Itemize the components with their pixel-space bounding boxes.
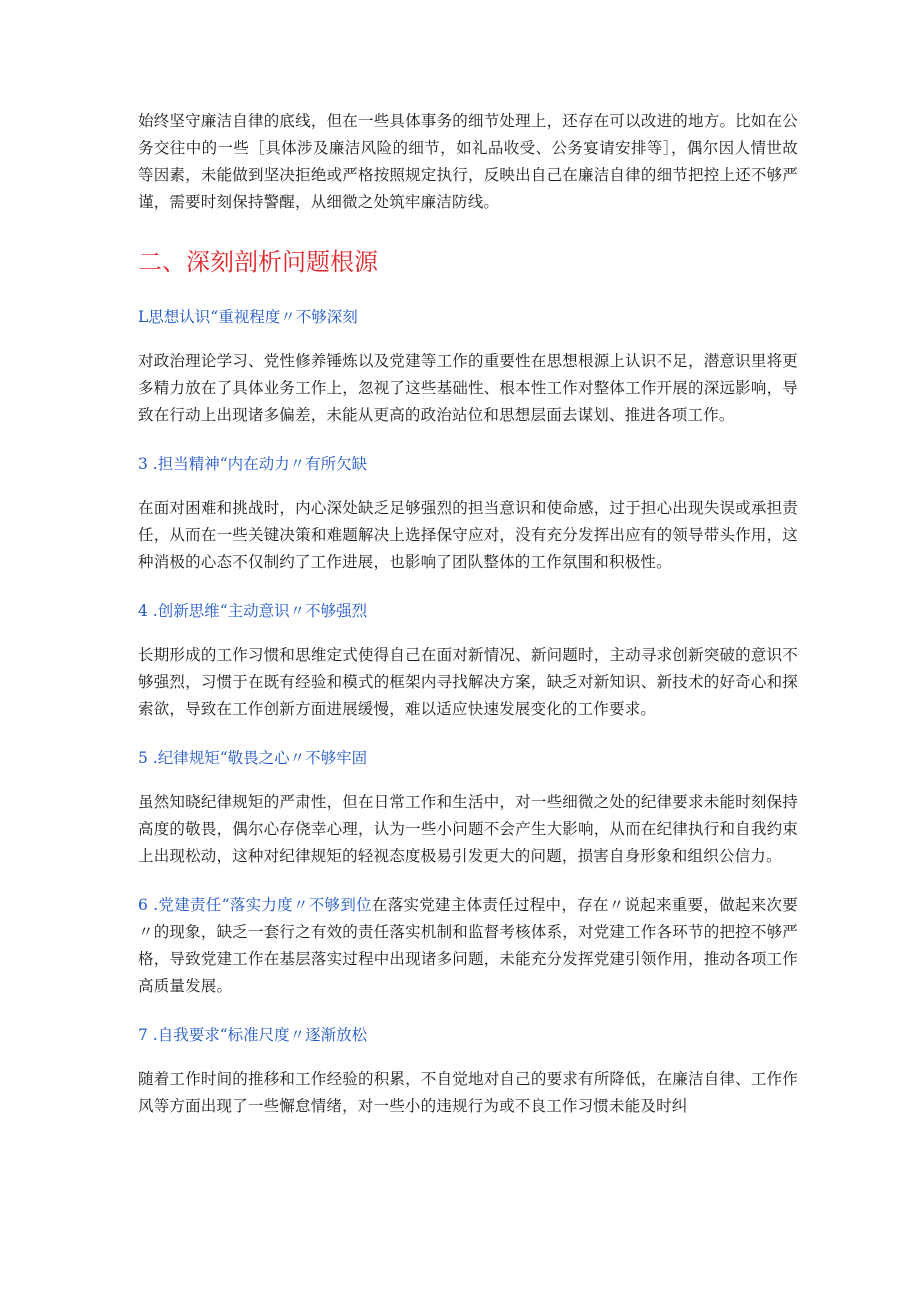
item-5-heading: 5 .纪律规矩“敬畏之心〃不够牢固 xyxy=(138,749,368,767)
item-3-body: 在面对困难和挑战时，内心深处缺乏足够强烈的担当意识和使命感，过于担心出现失误或承担责任，从而在一些关键决策和难题解决上选择保守应对，没有充分发挥出应有的领导带头作用，这种消极的心态不仅制约了工作进展，也影响了团队整体的工作氛围和积极性。 xyxy=(138,499,798,571)
item-7 xyxy=(138,1022,798,1120)
item-3 xyxy=(138,451,798,576)
item-6 xyxy=(138,892,798,1000)
item-4-heading: 4 .创新思维“主动意识〃不够强烈 xyxy=(138,602,368,620)
item-4-body: 长期形成的工作习惯和思维定式使得自己在面对新情况、新问题时，主动寻求创新突破的意识不够强烈，习惯于在既有经验和模式的框架内寻找解决方案，缺乏对新知识、新技术的好奇心和探索欲，导致在工作创新方面进展缓慢，难以适应快速发展变化的工作要求。 xyxy=(138,646,798,718)
section-title: 二、深刻剖析问题根源 xyxy=(138,248,378,276)
item-7-heading: 7 .自我要求“标准尺度〃逐渐放松 xyxy=(138,1026,368,1044)
item-7-body: 随着工作时间的推移和工作经验的积累，不自觉地对自己的要求有所降低，在廉洁自律、工作作风等方面出现了一些懈怠情绪，对一些小的违规行为或不良工作习惯未能及时纠 xyxy=(138,1070,798,1115)
item-6-paragraph xyxy=(138,892,798,1000)
item-6-heading: 6 .党建责任“落实力度〃不够到位 xyxy=(138,896,372,914)
intro-paragraph: 始终坚守廉洁自律的底线，但在一些具体事务的细节处理上，还存在可以改进的地方。比如在公务交往中的一些［具体涉及廉洁风险的细节，如礼品收受、公务宴请安排等］，偶尔因人情世故等因素，未能做到坚决拒绝或严格按照规定执行，反映出自己在廉洁自律的细节把控上还不够严谨，需要时刻保持警醒，从细微之处筑牢廉洁防线。 xyxy=(138,112,798,211)
item-4 xyxy=(138,598,798,723)
item-1-body: 对政治理论学习、党性修养锤炼以及党建等工作的重要性在思想根源上认识不足，潜意识里将更多精力放在了具体业务工作上，忽视了这些基础性、根本性工作对整体工作开展的深远影响，导致在行动上出现诸多偏差，未能从更高的政治站位和思想层面去谋划、推进各项工作。 xyxy=(138,352,798,424)
document-page xyxy=(138,108,798,1142)
item-1-heading: L思想认识“重视程度〃不够深刻 xyxy=(138,308,358,326)
item-5 xyxy=(138,745,798,870)
item-5-body: 虽然知晓纪律规矩的严肃性，但在日常工作和生活中，对一些细微之处的纪律要求未能时刻保持高度的敬畏，偶尔心存侥幸心理，认为一些小问题不会产生大影响，从而在纪律执行和自我约束上出现松动，这种对纪律规矩的轻视态度极易引发更大的问题，损害自身形象和组织公信力。 xyxy=(138,793,798,865)
item-1 xyxy=(138,304,798,429)
item-6-body: 在落实党建主体责任过程中，存在〃说起来重要，做起来次要〃的现象，缺乏一套行之有效的责任落实机制和监督考核体系，对党建工作各环节的把控不够严格，导致党建工作在基层落实过程中出现诸多问题，未能充分发挥党建引领作用，推动各项工作高质量发展。 xyxy=(138,896,799,995)
item-3-heading: 3 .担当精神“内在动力〃有所欠缺 xyxy=(138,455,368,473)
